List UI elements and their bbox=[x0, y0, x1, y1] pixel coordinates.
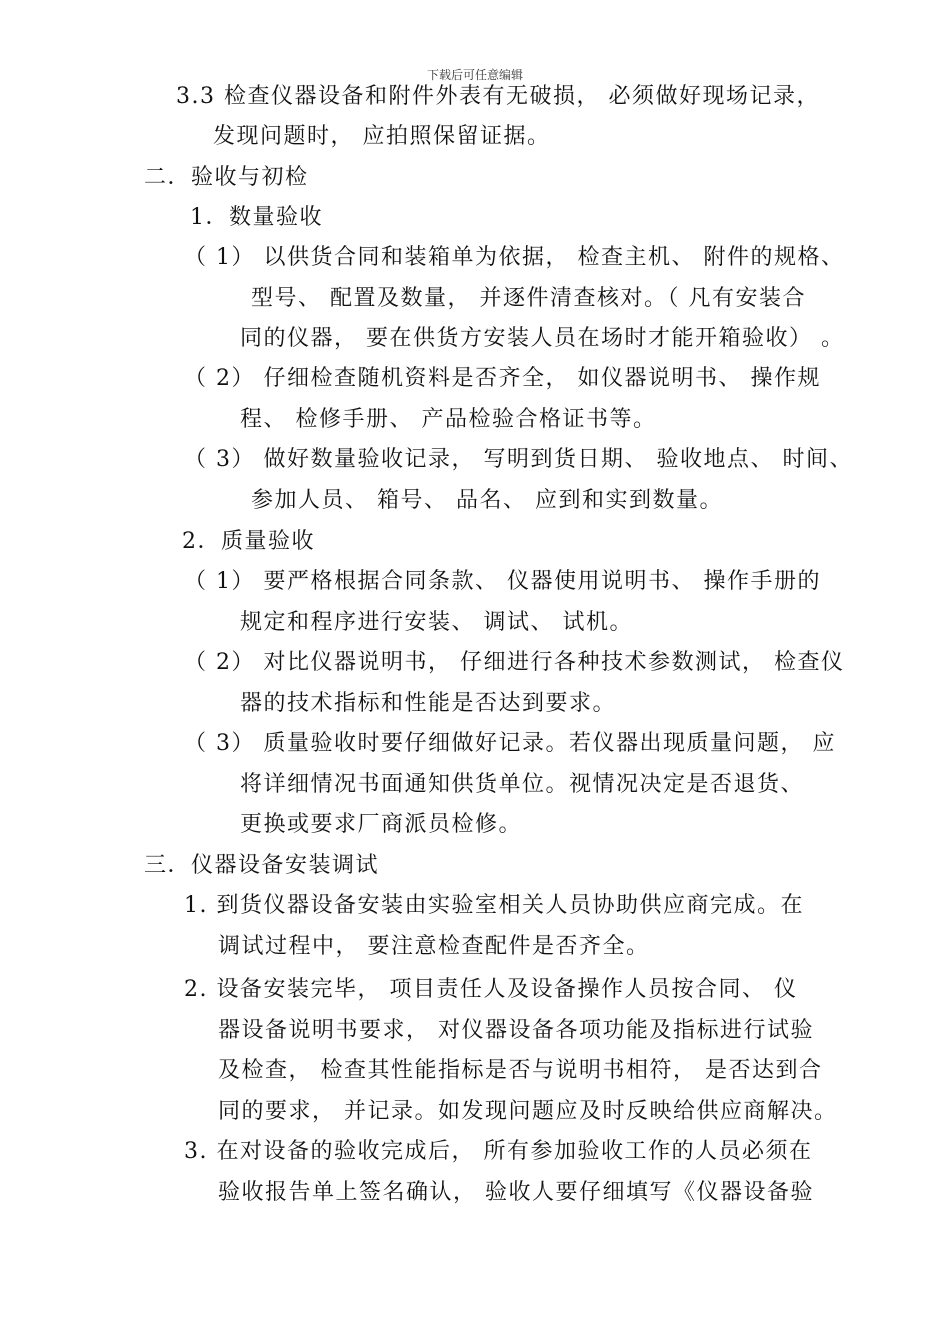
subsection-heading: 2．质量验收 bbox=[182, 529, 315, 554]
text-line: （ 2） 仔细检查随机资料是否齐全， 如仪器说明书、 操作规 bbox=[184, 366, 821, 391]
watermark-text: 下载后可任意编辑 bbox=[426, 68, 523, 82]
text-line: 调试过程中， 要注意检查配件是否齐全。 bbox=[218, 934, 650, 959]
text-line: 参加人员、 箱号、 品名、 应到和实到数量。 bbox=[251, 488, 723, 513]
text-line: 型号、 配置及数量， 并逐件清查核对。（ 凡有安装合 bbox=[251, 286, 806, 311]
text-line: 2. 设备安装完毕， 项目责任人及设备操作人员按合同、 仪 bbox=[184, 977, 798, 1002]
subsection-heading: 1．数量验收 bbox=[190, 205, 323, 230]
text-line: （ 2） 对比仪器说明书， 仔细进行各种技术参数测试， 检查仪 bbox=[184, 650, 845, 675]
text-line: 发现问题时， 应拍照保留证据。 bbox=[213, 124, 551, 149]
text-line: 器的技术指标和性能是否达到要求。 bbox=[240, 691, 617, 716]
text-line: （ 3） 做好数量验收记录， 写明到货日期、 验收地点、 时间、 bbox=[184, 447, 853, 472]
text-line: 器设备说明书要求， 对仪器设备各项功能及指标进行试验 bbox=[218, 1018, 814, 1043]
text-line: 更换或要求厂商派员检修。 bbox=[240, 812, 523, 837]
text-line: 3. 在对设备的验收完成后， 所有参加验收工作的人员必须在 bbox=[184, 1139, 813, 1164]
text-line: （ 1） 要严格根据合同条款、 仪器使用说明书、 操作手册的 bbox=[184, 569, 821, 594]
text-line: 及检查， 检查其性能指标是否与说明书相符， 是否达到合 bbox=[218, 1058, 823, 1083]
text-line: （ 3） 质量验收时要仔细做好记录。若仪器出现质量问题， 应 bbox=[184, 731, 836, 756]
text-line: （ 1） 以供货合同和装箱单为依据， 检查主机、 附件的规格、 bbox=[184, 245, 845, 270]
text-line: 规定和程序进行安装、 调试、 试机。 bbox=[240, 610, 633, 635]
text-line: 验收报告单上签名确认， 验收人要仔细填写《仪器设备验 bbox=[218, 1180, 814, 1205]
text-line: 将详细情况书面通知供货单位。视情况决定是否退货、 bbox=[240, 772, 805, 797]
section-heading: 二．验收与初检 bbox=[144, 165, 309, 190]
section-heading: 三．仪器设备安装调试 bbox=[144, 853, 380, 878]
text-line: 程、 检修手册、 产品检验合格证书等。 bbox=[240, 407, 657, 432]
text-line: 3.3 检查仪器设备和附件外表有无破损， 必须做好现场记录， bbox=[176, 84, 820, 109]
text-line: 同的仪器， 要在供货方安装人员在场时才能开箱验收） 。 bbox=[240, 326, 845, 351]
text-line: 同的要求， 并记录。如发现问题应及时反映给供应商解决。 bbox=[218, 1099, 838, 1124]
text-line: 1. 到货仪器设备安装由实验室相关人员协助供应商完成。在 bbox=[184, 893, 804, 918]
